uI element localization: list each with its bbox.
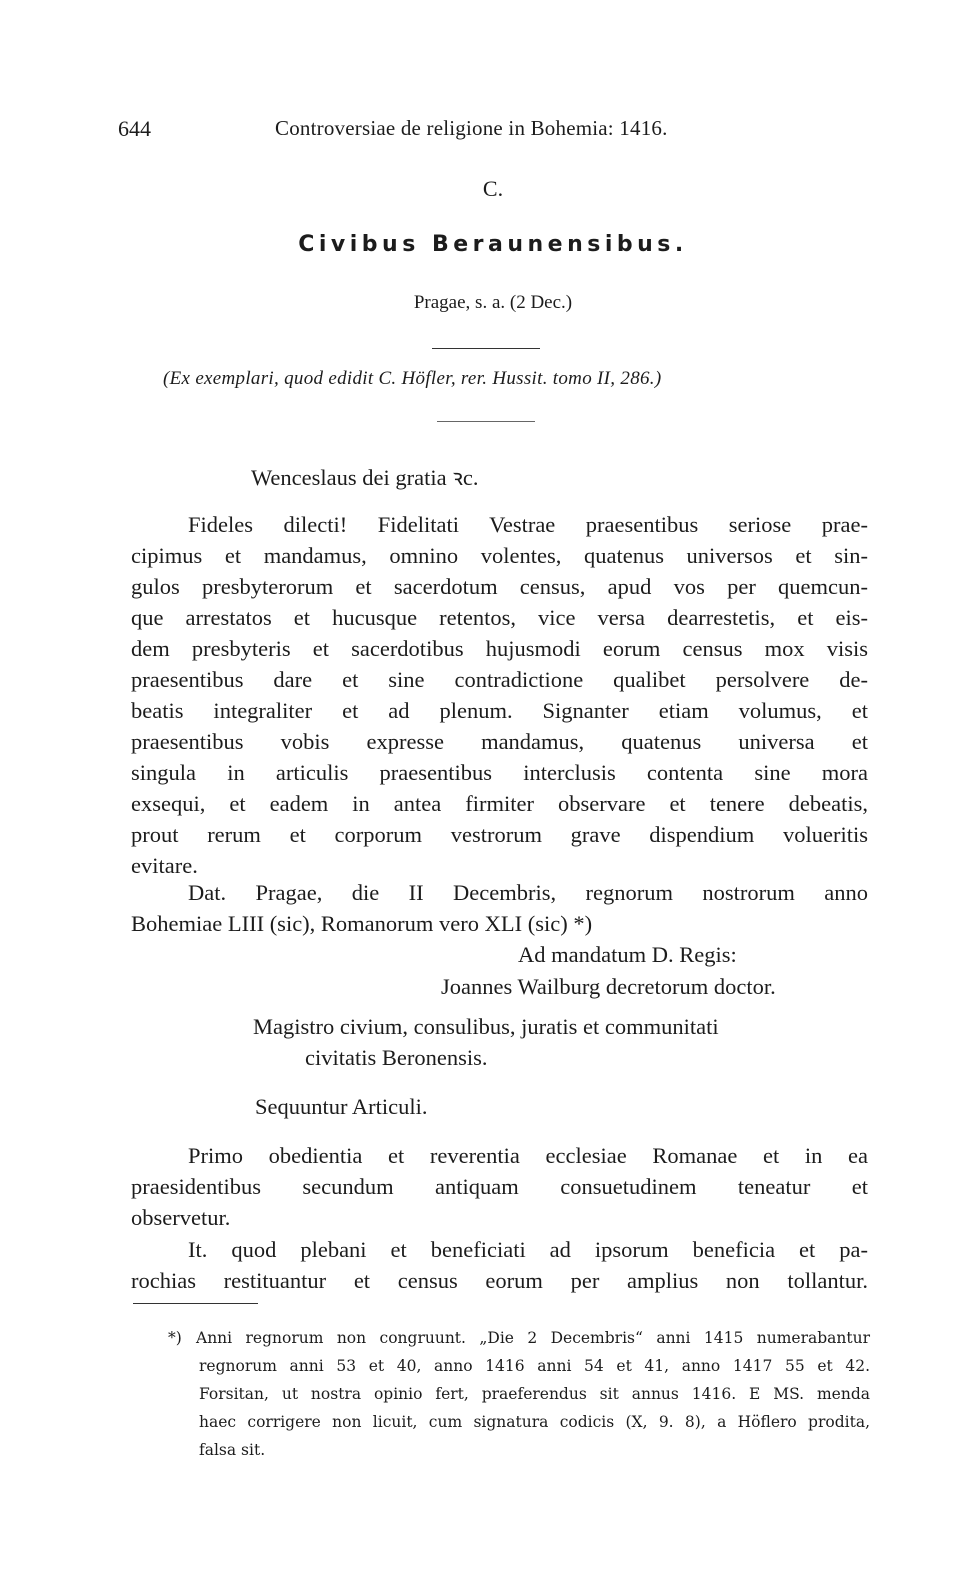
text-line: evitare. <box>131 853 198 878</box>
text-line: exsequi, et eadem in antea firmiter observare et tenere debeatis, <box>131 791 868 816</box>
divider-rule <box>432 348 540 349</box>
text-line: dem presbyteris et sacerdotibus hujusmodi eorum census mox visis <box>131 636 868 661</box>
running-title: Controversiae de religione in Bohemia: 1416. <box>275 116 668 140</box>
footnote <box>168 1324 870 1464</box>
text-line: prout rerum et corporum vestrorum grave dispendium volueritis <box>131 822 868 847</box>
text-line: observetur. <box>131 1205 231 1230</box>
footnote-line: haec corrigere non licuit, cum signatura codicis (X, 9. 8), a Höflero prodita, <box>199 1413 870 1431</box>
article-paragraph <box>131 1234 868 1296</box>
footnote-line <box>168 1324 870 1352</box>
text-line: beatis integraliter et ad plenum. Signanter etiam volumus, et <box>131 698 868 723</box>
footnote-text: Anni regnorum non congruunt. „Die 2 Decembris“ anni 1415 numerabantur <box>196 1329 870 1347</box>
addressee-heading: Civibus Beraunensibus. <box>298 232 688 257</box>
mandate-line: Ad mandatum D. Regis: <box>518 942 737 967</box>
text-line: Primo obedientia et reverentia ecclesiae Romanae et in ea <box>188 1143 868 1168</box>
text-line: praesidentibus secundum antiquam consuetudinem teneatur et <box>131 1174 868 1199</box>
text-line: praesentibus vobis expresse mandamus, quatenus universa et <box>131 729 868 754</box>
text-line: praesentibus dare et sine contradictione qualibet persolvere de- <box>131 667 868 692</box>
footnote-marker: *) <box>168 1329 182 1347</box>
dating-clause <box>131 877 868 939</box>
recipient-line: civitatis Beronensis. <box>305 1045 488 1070</box>
page-header <box>118 116 878 146</box>
divider-rule <box>437 421 535 422</box>
signatory-line: Joannes Wailburg decretorum doctor. <box>441 974 776 999</box>
footnote-line: falsa sit. <box>199 1441 266 1459</box>
footnote-rule <box>133 1303 258 1304</box>
salutation: Wenceslaus dei gratia ꝛc. <box>251 465 479 490</box>
footnote-line: Forsitan, ut nostra opinio fert, praeferendus sit annus 1416. E MS. menda <box>199 1385 870 1403</box>
text-line: que arrestatos et hucusque retentos, vice versa dearrestetis, et eis- <box>131 605 868 630</box>
source-citation: (Ex exemplari, quod edidit C. Höfler, rer. Hussit. tomo II, 286.) <box>163 368 662 389</box>
footnote-line: regnorum anni 53 et 40, anno 1416 anni 54 et 41, anno 1417 55 et 42. <box>199 1357 870 1375</box>
letter-paragraph <box>131 509 868 881</box>
text-line: gulos presbyterorum et sacerdotum census, apud vos per quemcun- <box>131 574 868 599</box>
text-line: It. quod plebani et beneficiati ad ipsorum beneficia et pa- <box>188 1237 868 1262</box>
text-line: cipimus et mandamus, omnino volentes, quatenus universos et sin- <box>131 543 868 568</box>
section-letter: C. <box>482 176 504 201</box>
article-paragraph <box>131 1140 868 1233</box>
articles-heading: Sequuntur Articuli. <box>255 1094 428 1119</box>
page-number: 644 <box>118 116 151 141</box>
recipient-line: Magistro civium, consulibus, juratis et communitati <box>253 1014 719 1039</box>
text-line: singula in articulis praesentibus interclusis contenta sine mora <box>131 760 868 785</box>
text-line: Dat. Pragae, die II Decembris, regnorum nostrorum anno <box>188 880 868 905</box>
text-line: Bohemiae LIII (sic), Romanorum vero XLI (sic) *) <box>131 911 593 936</box>
text-line: Fideles dilecti! Fidelitati Vestrae praesentibus seriose prae- <box>188 512 868 537</box>
text-line: rochias restituantur et census eorum per amplius non tollantur. <box>131 1268 868 1293</box>
place-date: Pragae, s. a. (2 Dec.) <box>413 292 573 313</box>
